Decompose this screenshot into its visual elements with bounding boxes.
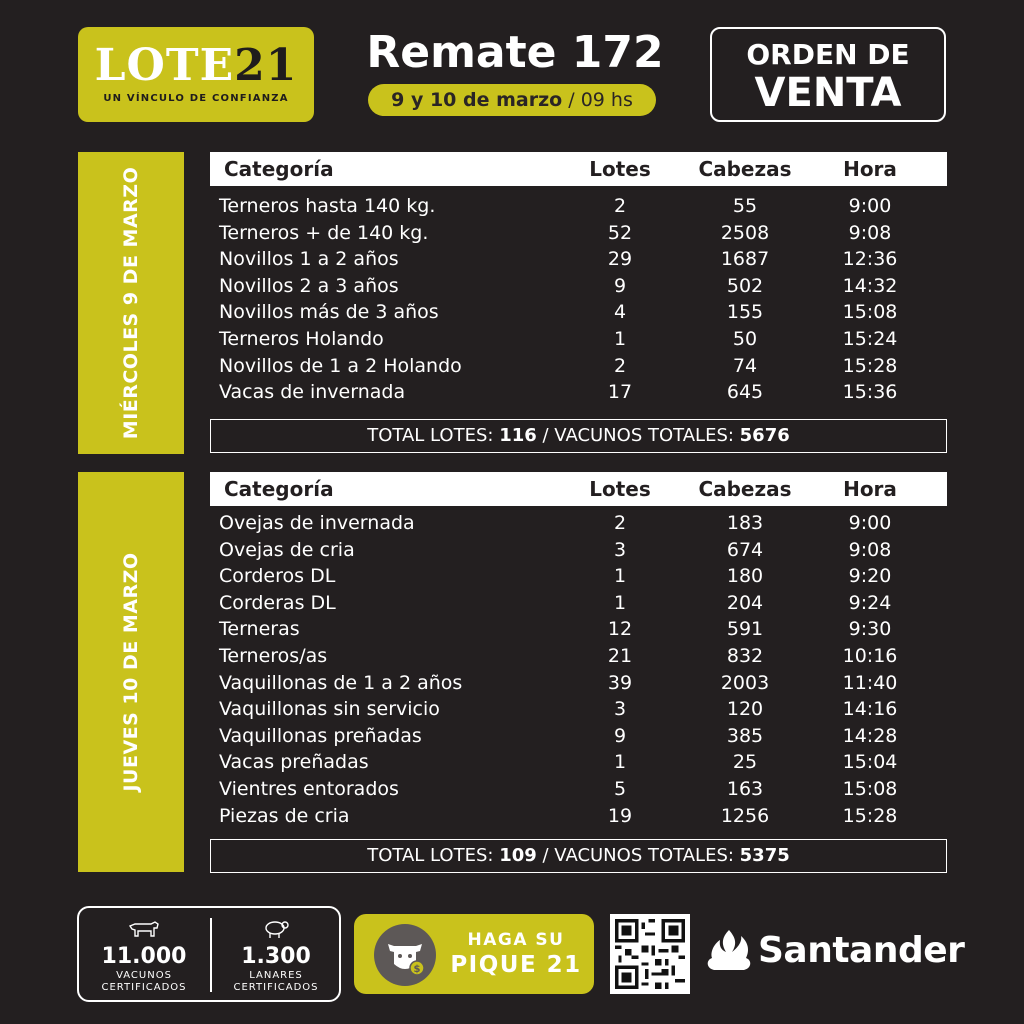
- day2-total: TOTAL LOTES: 109 / VACUNOS TOTALES: 5375: [210, 839, 947, 873]
- table-row: [210, 326, 947, 353]
- cell-lotes: 4: [613, 301, 627, 324]
- cell-cabezas: 2508: [720, 221, 770, 244]
- cell-hora: 9:24: [848, 591, 892, 614]
- cell-hora: 15:08: [842, 778, 898, 800]
- cell-lotes: 3: [613, 538, 627, 561]
- lote21-logo: [78, 27, 314, 122]
- orden-line2: VENTA: [754, 70, 902, 116]
- table-row: [210, 246, 947, 273]
- cell-categoria: Ovejas de cria: [219, 538, 355, 561]
- col-lotes: Lotes: [589, 157, 651, 181]
- cell-categoria: Vaquillonas sin servicio: [219, 698, 440, 721]
- cell-categoria: Piezas de cria: [219, 804, 350, 827]
- cell-lotes: 2: [613, 195, 627, 217]
- cell-cabezas: 674: [726, 538, 764, 561]
- cell-categoria: Vaquillonas preñadas: [219, 724, 422, 747]
- cell-lotes: 17: [607, 381, 633, 404]
- date-badge: [368, 84, 656, 116]
- table-row: [210, 749, 947, 776]
- table-row: [210, 299, 947, 326]
- table-row: [210, 537, 947, 564]
- cell-lotes: 52: [607, 221, 633, 244]
- cell-cabezas: 74: [732, 354, 758, 377]
- cell-lotes: 19: [607, 804, 633, 827]
- time-text: / 09 hs: [562, 89, 633, 111]
- cell-cabezas: 120: [726, 698, 764, 721]
- table-row: [210, 273, 947, 300]
- orden-de-venta-box: [710, 27, 946, 122]
- cell-cabezas: 1687: [720, 248, 770, 271]
- table-row: [210, 590, 947, 617]
- col-categoria: Categoría: [224, 157, 334, 181]
- table-row: [210, 510, 947, 537]
- cell-categoria: Vacas de invernada: [219, 381, 406, 404]
- cell-cabezas: 155: [726, 301, 764, 324]
- cell-categoria: Corderos DL: [219, 565, 336, 588]
- cell-hora: 14:16: [842, 698, 898, 721]
- col-hora: Hora: [843, 157, 897, 181]
- cell-hora: 14:28: [842, 724, 898, 747]
- cell-categoria: Terneros hasta 140 kg.: [219, 195, 436, 217]
- table-row: [210, 193, 947, 220]
- cell-categoria: Terneros/as: [219, 645, 328, 667]
- cell-lotes: 3: [613, 698, 627, 721]
- cell-cabezas: 204: [726, 591, 764, 614]
- logo-brand-number: 21: [234, 40, 298, 91]
- pique21-button[interactable]: [354, 914, 594, 994]
- cell-lotes: 1: [613, 328, 627, 350]
- cell-cabezas: 25: [732, 751, 758, 774]
- table-row: [210, 643, 947, 670]
- day1-table-header: [210, 152, 947, 186]
- cell-categoria: Terneros Holando: [219, 328, 384, 350]
- cell-hora: 15:24: [842, 328, 898, 350]
- cell-hora: 12:36: [842, 248, 898, 271]
- cell-hora: 15:28: [842, 804, 898, 827]
- day1-total-lotes: 116: [499, 425, 537, 446]
- col-lotes: Lotes: [589, 477, 651, 501]
- cell-categoria: Novillos más de 3 años: [219, 301, 439, 324]
- page-title: Remate 172: [366, 27, 664, 78]
- cell-hora: 9:08: [848, 221, 892, 244]
- table-row: [210, 723, 947, 750]
- table-row: [210, 803, 947, 830]
- cell-hora: 9:20: [848, 565, 892, 588]
- cell-lotes: 9: [613, 274, 627, 297]
- lanares-certificados: 1.300 LANARES CERTIFICADOS: [211, 918, 341, 994]
- certificados-box: [77, 906, 341, 1002]
- day1-total: TOTAL LOTES: 116 / VACUNOS TOTALES: 5676: [210, 419, 947, 453]
- sheep-icon: [211, 918, 341, 940]
- pique-line2: PIQUE 21: [450, 952, 582, 978]
- cell-lotes: 1: [613, 591, 627, 614]
- cell-categoria: Vacas preñadas: [219, 751, 369, 774]
- day2-total-vacunos: 5375: [739, 845, 790, 866]
- orden-line1: ORDEN DE: [746, 38, 910, 71]
- cell-cabezas: 1256: [720, 804, 770, 827]
- cell-categoria: Vientres entorados: [219, 778, 399, 800]
- cell-cabezas: 180: [726, 565, 764, 588]
- cell-cabezas: 55: [732, 195, 758, 217]
- cell-hora: 15:08: [842, 301, 898, 324]
- logo-brand-text: LOTE: [94, 40, 235, 91]
- day2-label: JUEVES 10 DE MARZO: [120, 552, 142, 792]
- day1-band: [78, 152, 184, 454]
- cell-cabezas: 50: [732, 328, 758, 350]
- col-categoria: Categoría: [224, 477, 334, 501]
- cell-cabezas: 2003: [720, 671, 770, 694]
- logo-tagline: UN VÍNCULO DE CONFIANZA: [103, 93, 289, 104]
- cell-categoria: Corderas DL: [219, 591, 336, 614]
- table-row: [210, 696, 947, 723]
- cell-hora: 9:08: [848, 538, 892, 561]
- cell-categoria: Terneras: [219, 618, 300, 641]
- cell-lotes: 9: [613, 724, 627, 747]
- cell-cabezas: 645: [726, 381, 764, 404]
- santander-logo: [706, 924, 965, 984]
- svg-text:$: $: [413, 964, 421, 975]
- table-row: [210, 670, 947, 697]
- qr-code[interactable]: [610, 914, 690, 994]
- table-row: [210, 776, 947, 803]
- cell-hora: 10:16: [842, 645, 898, 667]
- date-text: 9 y 10 de marzo: [391, 89, 563, 111]
- cell-hora: 9:00: [848, 512, 892, 534]
- day1-total-vacunos: 5676: [739, 425, 790, 446]
- cell-cabezas: 385: [726, 724, 764, 747]
- santander-flame-icon: [706, 928, 752, 976]
- cell-lotes: 2: [613, 512, 627, 534]
- cell-cabezas: 832: [726, 645, 764, 667]
- col-cabezas: Cabezas: [698, 477, 792, 501]
- cell-cabezas: 183: [726, 512, 764, 534]
- cell-lotes: 5: [613, 778, 627, 800]
- cell-lotes: 29: [607, 248, 633, 271]
- cell-categoria: Ovejas de invernada: [219, 512, 415, 534]
- cell-hora: 15:36: [842, 381, 898, 404]
- cell-hora: 9:00: [848, 195, 892, 217]
- cell-cabezas: 502: [726, 274, 764, 297]
- table-row: [210, 353, 947, 380]
- cell-hora: 15:28: [842, 354, 898, 377]
- table-row: [210, 379, 947, 406]
- day1-label: MIÉRCOLES 9 DE MARZO: [120, 166, 142, 440]
- cell-lotes: 1: [613, 565, 627, 588]
- table-row: [210, 563, 947, 590]
- table-row: [210, 616, 947, 643]
- cell-cabezas: 163: [726, 778, 764, 800]
- cell-categoria: Novillos de 1 a 2 Holando: [219, 354, 462, 377]
- cow-money-icon: [374, 924, 436, 986]
- pique-line1: HAGA SU: [467, 930, 565, 950]
- cell-categoria: Vaquillonas de 1 a 2 años: [219, 671, 463, 694]
- cell-categoria: Terneros + de 140 kg.: [219, 221, 429, 244]
- cell-lotes: 12: [607, 618, 633, 641]
- col-hora: Hora: [843, 477, 897, 501]
- cow-icon: [79, 918, 209, 940]
- cell-hora: 15:04: [842, 751, 898, 774]
- cell-lotes: 2: [613, 354, 627, 377]
- day2-band: [78, 472, 184, 872]
- table-row: [210, 220, 947, 247]
- cell-hora: 11:40: [842, 671, 898, 694]
- cell-cabezas: 591: [726, 618, 764, 641]
- day2-total-lotes: 109: [499, 845, 537, 866]
- cell-hora: 14:32: [842, 274, 898, 297]
- col-cabezas: Cabezas: [698, 157, 792, 181]
- cell-hora: 9:30: [848, 618, 892, 641]
- cell-categoria: Novillos 1 a 2 años: [219, 248, 399, 271]
- day2-table-header: [210, 472, 947, 506]
- cell-lotes: 39: [607, 671, 633, 694]
- sponsor-name: Santander: [758, 930, 965, 971]
- cell-categoria: Novillos 2 a 3 años: [219, 274, 399, 297]
- cell-lotes: 1: [613, 751, 627, 774]
- vacunos-certificados: 11.000 VACUNOS CERTIFICADOS: [79, 918, 209, 994]
- cell-lotes: 21: [607, 645, 633, 667]
